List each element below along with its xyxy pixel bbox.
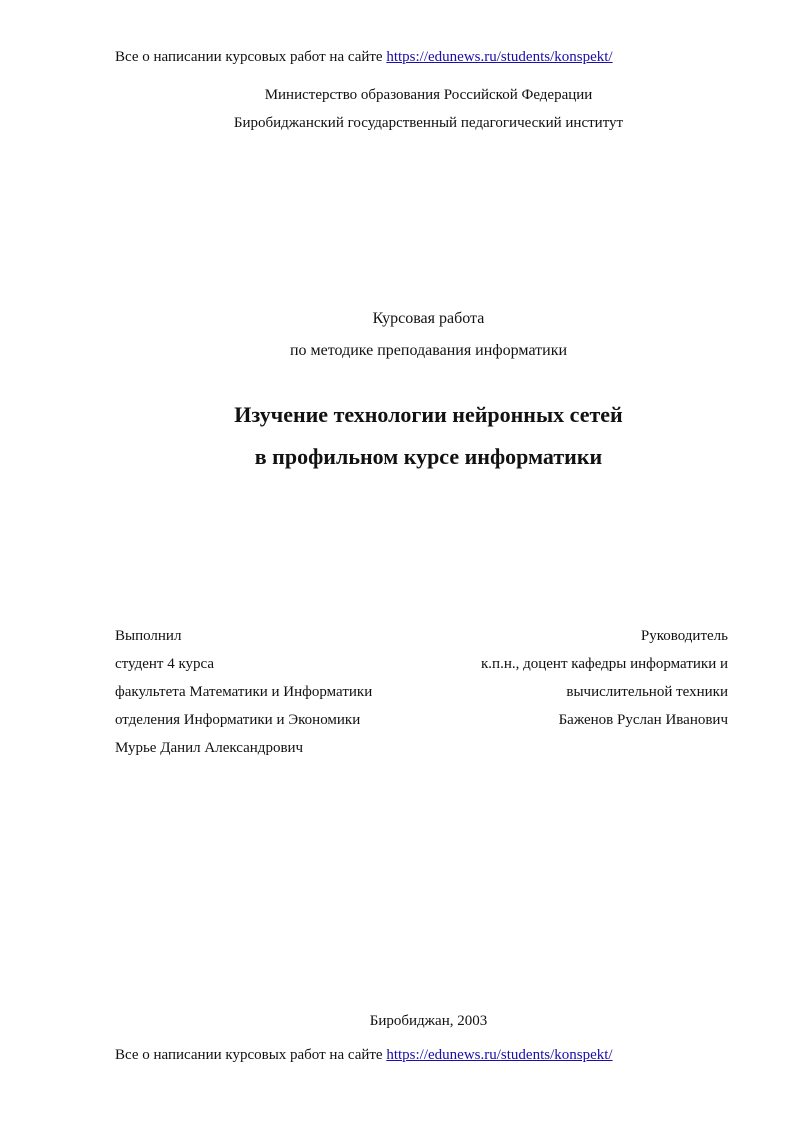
institute-name: Биробиджанский государственный педагогический институт bbox=[233, 115, 624, 131]
footer-promo bbox=[115, 1046, 613, 1064]
supervisor-line: вычислительной техники bbox=[566, 684, 728, 700]
footer-promo-text: Все о написании курсовых работ на сайте bbox=[115, 1047, 387, 1063]
author-line: Выполнил bbox=[115, 628, 182, 644]
document-title-line-2: в профильном курсе информатики bbox=[254, 444, 603, 469]
supervisor-line: Баженов Руслан Иванович bbox=[558, 712, 728, 728]
ministry-name: Министерство образования Российской Федерации bbox=[264, 87, 593, 103]
author-line: факультета Математики и Информатики bbox=[115, 684, 373, 700]
author-line: студент 4 курса bbox=[115, 656, 215, 672]
header-promo-link[interactable]: https://edunews.ru/students/konspekt/ bbox=[386, 49, 613, 65]
work-subject: по методике преподавания информатики bbox=[289, 342, 568, 359]
footer-promo-link[interactable]: https://edunews.ru/students/konspekt/ bbox=[386, 1047, 613, 1063]
author-line: Мурье Данил Александрович bbox=[115, 740, 304, 756]
header-promo-text: Все о написании курсовых работ на сайте bbox=[115, 49, 387, 65]
document-title-line-1: Изучение технологии нейронных сетей bbox=[234, 402, 623, 427]
place-year: Биробиджан, 2003 bbox=[369, 1013, 488, 1029]
supervisor-block bbox=[398, 622, 728, 734]
work-type: Курсовая работа bbox=[372, 310, 485, 327]
author-line: отделения Информатики и Экономики bbox=[115, 712, 361, 728]
header-promo bbox=[115, 48, 613, 66]
author-block bbox=[115, 622, 445, 762]
supervisor-line: Руководитель bbox=[640, 628, 728, 644]
supervisor-line: к.п.н., доцент кафедры информатики и bbox=[481, 656, 728, 672]
